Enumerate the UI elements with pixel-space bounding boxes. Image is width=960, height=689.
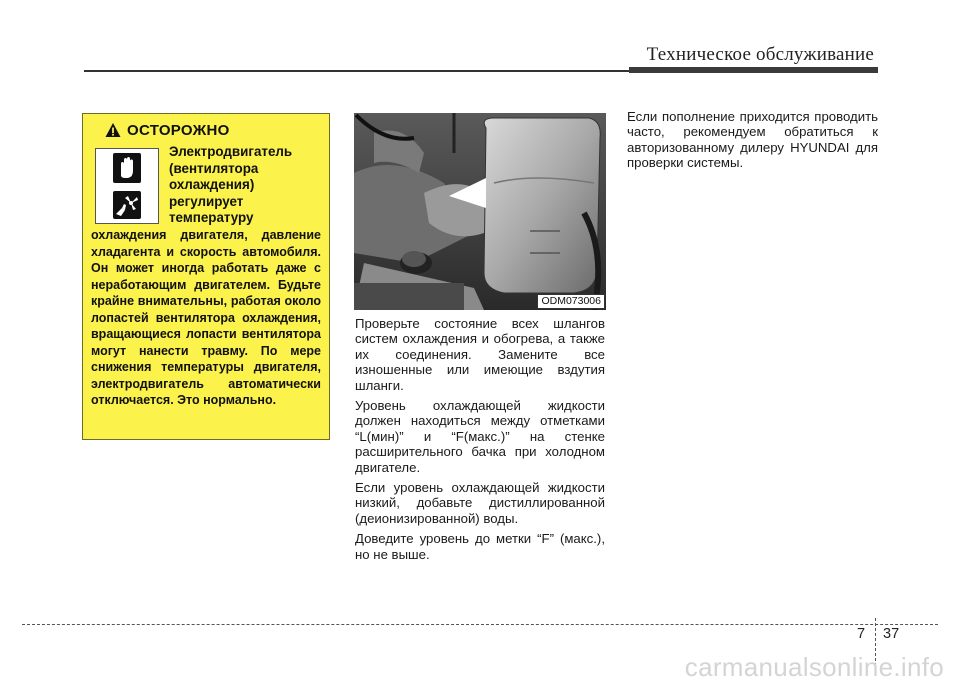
middle-column [355,316,605,567]
paragraph: Доведите уровень до метки “F” (макс.), но не выше. [355,531,605,562]
caution-lead-line: температуру [169,210,254,226]
caution-lead-line: (вентилятора [169,160,259,176]
fan-hazard-icon [112,190,142,220]
caution-header [105,120,321,140]
paragraph: Если пополнение приходится проводить часто, рекомендуем обратиться к авторизованному дилеру HYUNDAI для проверки системы. [627,109,878,171]
caution-icons [95,148,159,224]
stop-hand-icon [112,152,142,184]
caution-title: ОСТОРОЖНО [127,121,230,139]
section-title: Техническое обслуживание [646,44,874,65]
caution-lead-line: Электродвигатель [169,144,293,159]
chapter-number: 7 [857,626,866,642]
paragraph: Проверьте состояние всех шлангов систем охлаждения и обогрева, а также их соединения. Замените все изношенные или имеющие вздутия шланги. [355,316,605,393]
watermark: carmanualsonline.info [684,652,944,682]
caution-box [82,113,330,440]
caution-lead-text [169,144,322,227]
paragraph: Уровень охлаждающей жидкости должен находиться между отметками “L(мин)” и “F(макс.)” на стенке расширительного бачка при холодном двигателе. [355,398,605,475]
caution-body: охлаждения двигателя, давление хладагента и скорость автомобиля. Он может иногда работать даже с неработающим двигателем. Будьте крайне внимательны, работая около лопастей вентилятора охлаждения, вращающиеся лопасти вентилятора могут нанести травму. По мере снижения температуры двигателя, электродвигатель автоматически отключается. Это нормально. [91,228,321,407]
page-number: 37 [883,626,900,642]
warning-triangle-icon [105,122,121,138]
footer-rule [22,624,938,625]
paragraph: Если уровень охлаждающей жидкости низкий, добавьте дистиллированной (деионизированной) воды. [355,480,605,526]
caution-lead-line: охлаждения) [169,177,255,193]
header-rule-accent [629,67,878,73]
engine-photo [354,113,606,310]
coolant-reservoir-illustration [354,113,606,310]
header-rule [84,70,629,72]
caution-lead-line: регулирует [169,193,244,209]
right-column [627,109,878,176]
photo-code: ODM073006 [537,294,605,309]
